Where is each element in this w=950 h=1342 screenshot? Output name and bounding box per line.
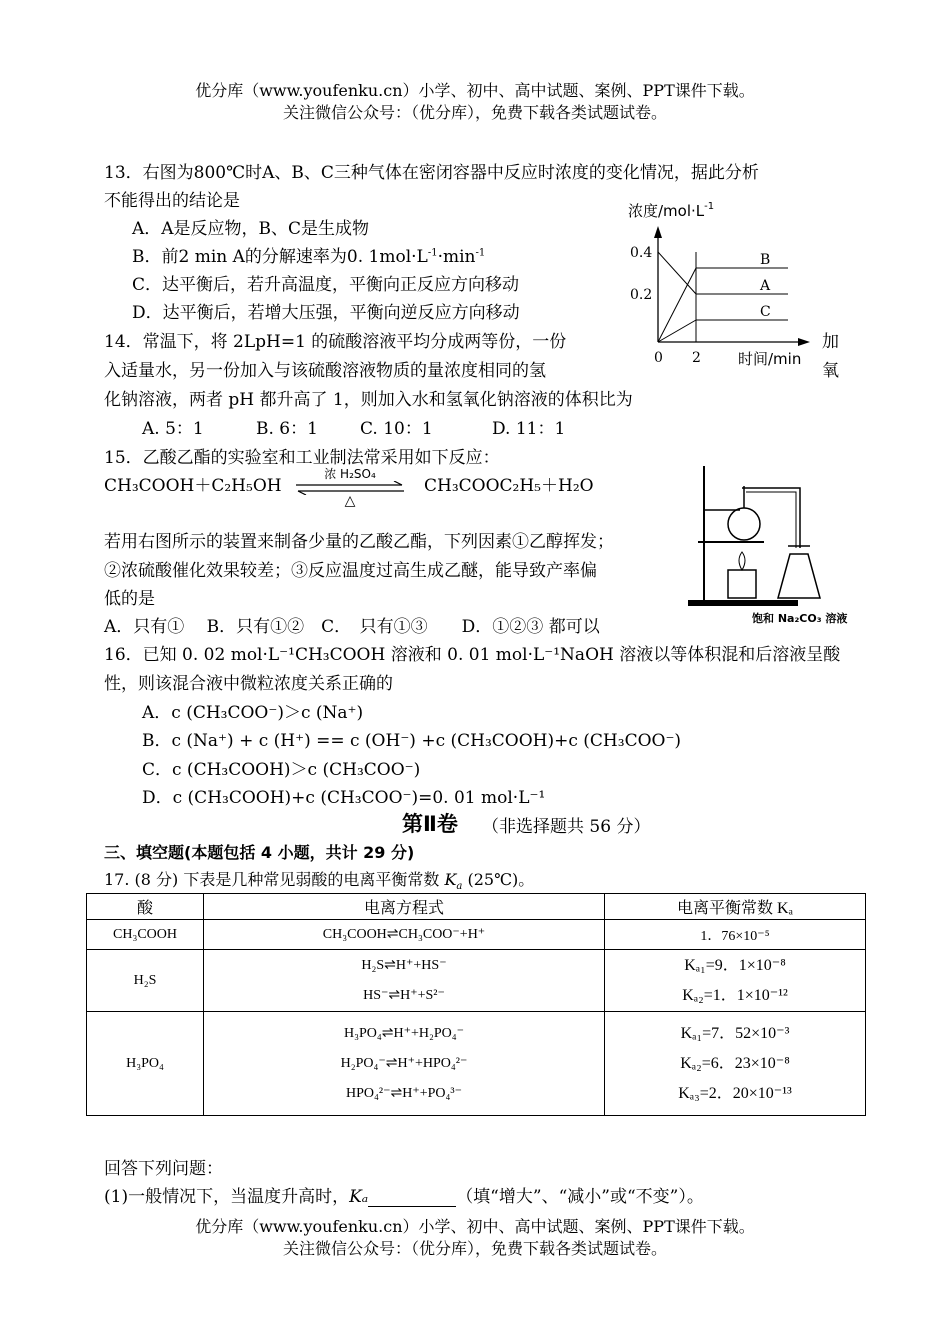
q16-line-1: 16．已知 0. 02 mol·L⁻¹CH₃COOH 溶液和 0. 01 mol·L⁻¹NaOH 溶液以等体积混和后溶液呈酸 — [104, 645, 841, 665]
ka-line: Kₐ₁=9．1×10⁻⁸ — [684, 956, 786, 974]
ka-line: Kₐ₂=6．23×10⁻⁸ — [680, 1054, 790, 1072]
part-2-subtitle: （非选择题共 56 分） — [482, 817, 651, 837]
ka-cell: 1．76×10⁻⁵ — [605, 920, 866, 950]
q15-stem: 15．乙酸乙酯的实验室和工业制法常采用如下反应： — [104, 448, 500, 468]
q17-answer-intro: 回答下列问题： — [104, 1159, 223, 1179]
q15-condition-bottom: △ — [344, 493, 356, 509]
series-c-label: C — [760, 304, 771, 320]
footer-line-1: 优分库（www.youfenku.cn）小学、初中、高中试题、案例、PPT课件下载。 — [195, 1217, 755, 1236]
header-ka: 电离平衡常数 Kₐ — [605, 894, 866, 920]
q17-stem: 17. (8 分) 下表是几种常见弱酸的电离平衡常数 $K_a$ (25℃)。 — [104, 870, 535, 893]
equation-line: HS⁻⇌H⁺+S²⁻ — [363, 987, 445, 1003]
table-row — [87, 950, 866, 1012]
ka-table — [86, 893, 866, 1116]
q15-line-1: 若用右图所示的装置来制备少量的乙酸乙酯，下列因素①乙醇挥发； — [104, 532, 614, 552]
graph-y-arrow — [654, 226, 662, 238]
conical-flask — [778, 554, 820, 598]
q16-option-d: D．c (CH₃COOH)+c (CH₃COO⁻)=0. 01 mol·L⁻¹ — [142, 788, 546, 808]
footer-line-2: 关注微信公众号：（优分库），免费下载各类试题试卷。 — [282, 1239, 667, 1258]
concentration-time-graph — [620, 196, 820, 374]
ka-line: Kₐ₁=7．52×10⁻³ — [680, 1024, 790, 1042]
q14-line-3: 化钠溶液，两者 pH 都升高了 1，则加入水和氢氧化钠溶液的体积比为 — [104, 390, 633, 410]
acid-cell: H₂S — [87, 950, 204, 1012]
part-2-title: 第Ⅱ卷 — [402, 812, 458, 836]
graph-x-arrow — [798, 338, 810, 346]
q13-option-a: A．A是反应物，B、C是生成物 — [132, 219, 370, 239]
q15-reactants: CH₃COOH＋C₂H₅OH — [104, 476, 282, 496]
q16-option-b: B．c (Na⁺) + c (H⁺) == c (OH⁻) +c (CH₃COOH)+c (CH₃COO⁻) — [142, 731, 682, 751]
q14-option-a: A. 5：1 — [142, 419, 204, 439]
q15-reaction-arrow — [294, 465, 406, 511]
q13-stem-1: 13．右图为800℃时A、B、C三种气体在密闭容器中反应时浓度的变化情况，据此分析 — [104, 163, 759, 183]
header-line-2: 关注微信公众号：（优分库），免费下载各类试题试卷。 — [282, 103, 667, 122]
q14-option-b: B. 6：1 — [256, 419, 318, 439]
equation-cell — [204, 1012, 605, 1116]
table-row — [87, 920, 866, 950]
q13-option-c: C．达平衡后，若升高温度，平衡向正反应方向移动 — [132, 275, 520, 295]
section-3-heading: 三、填空题(本题包括 4 小题，共计 29 分) — [104, 843, 415, 862]
apparatus-label: 饱和 Na₂CO₃ 溶液 — [752, 612, 848, 625]
ester-apparatus-diagram — [684, 462, 864, 628]
graph-x-label: 时间/min — [738, 350, 802, 368]
flame-icon — [739, 552, 745, 570]
series-a-label: A — [760, 278, 771, 294]
graph-tick-x-2: 2 — [692, 350, 701, 366]
acid-cell: H₃PO₄ — [87, 1012, 204, 1116]
q13-option-d: D．达平衡后，若增大压强，平衡向逆反应方向移动 — [132, 303, 520, 323]
header-acid: 酸 — [87, 894, 204, 920]
q14-option-d: D. 11：1 — [492, 419, 566, 439]
q16-option-a: A．c (CH₃COO⁻)＞c (Na⁺) — [142, 703, 364, 723]
answer-blank[interactable] — [368, 1190, 456, 1207]
series-b-label: B — [760, 252, 771, 268]
graph-tick-0-2: 0.2 — [630, 287, 653, 303]
q14-line-2-end: 氧 — [822, 361, 839, 381]
q15-line-3: 低的是 — [104, 589, 155, 609]
equation-line: H₂S⇌H⁺+HS⁻ — [361, 957, 447, 973]
graph-tick-0-4: 0.4 — [630, 245, 653, 261]
header-equation: 电离方程式 — [204, 894, 605, 920]
series-a-decay — [658, 252, 696, 294]
q14-line-2: 入适量水，另一份加入与该硫酸溶液物质的量浓度相同的氢 — [104, 361, 546, 381]
q16-line-2: 性，则该混合液中微粒浓度关系正确的 — [104, 674, 393, 694]
stand-base — [688, 600, 798, 606]
equation-cell: CH₃COOH⇌CH₃COO⁻+H⁺ — [204, 920, 605, 950]
equation-line: H₂PO₄⁻⇌H⁺+HPO₄²⁻ — [340, 1055, 468, 1071]
q14-option-c: C. 10：1 — [360, 419, 433, 439]
graph-tick-x-0: 0 — [654, 350, 663, 366]
q16-option-c: C．c (CH₃COOH)＞c (CH₃COO⁻) — [142, 760, 421, 780]
q14-line-1: 14．常温下，将 2LpH=1 的硫酸溶液平均分成两等份，一份 — [104, 332, 567, 352]
q15-line-2: ②浓硫酸催化效果较差；③反应温度过高生成乙醚，能导致产率偏 — [104, 561, 597, 581]
q15-products: CH₃COOC₂H₅＋H₂O — [424, 476, 594, 496]
q13-option-b: B．前2 min A的分解速率为0. $1mol\cdot L^{-1}\cdot\min^{-1}$ — [132, 247, 486, 267]
ka-line: Kₐ₂=1．1×10⁻¹² — [682, 986, 788, 1004]
table-header-row — [87, 894, 866, 920]
q13-stem-2: 不能得出的结论是 — [104, 191, 240, 211]
alcohol-lamp — [728, 570, 756, 598]
q15-options: A．只有① B．只有①② C． 只有①③ D．①②③ 都可以 — [104, 617, 600, 637]
ka-cell — [605, 1012, 866, 1116]
table-row — [87, 1012, 866, 1116]
ka-line: Kₐ₃=2．20×10⁻¹³ — [678, 1084, 792, 1102]
round-flask — [728, 508, 760, 540]
q17-sub-1: (1)一般情况下，当温度升高时，Kₐ （填“增大”、“减小”或“不变”）。 — [104, 1187, 704, 1207]
q15-condition-top: 浓 H₂SO₄ — [324, 467, 376, 481]
ka-cell — [605, 950, 866, 1012]
acid-cell: CH₃COOH — [87, 920, 204, 950]
q14-line-1-end: 加 — [822, 332, 839, 352]
header-line-1: 优分库（www.youfenku.cn）小学、初中、高中试题、案例、PPT课件下载。 — [195, 81, 755, 100]
equation-cell — [204, 950, 605, 1012]
equation-line: H₃PO₄⇌H⁺+H₂PO₄⁻ — [343, 1025, 465, 1041]
graph-y-label: 浓度$/mol\cdot L^{-1}$ — [628, 201, 715, 220]
equation-line: HPO₄²⁻⇌H⁺+PO₄³⁻ — [346, 1085, 462, 1101]
